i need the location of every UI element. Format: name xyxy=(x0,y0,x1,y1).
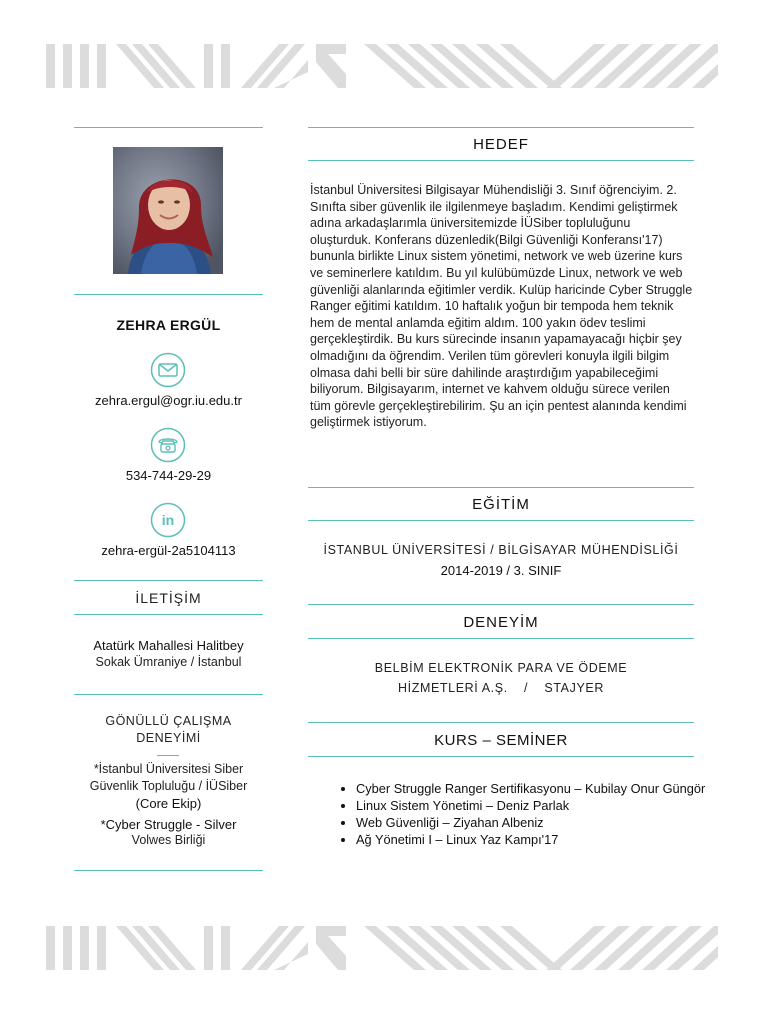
profile-photo xyxy=(113,147,223,274)
education-heading: EĞİTİM xyxy=(472,496,530,513)
phone-text: 534-744-29-29 xyxy=(125,468,212,483)
linkedin-icon xyxy=(150,502,186,538)
course-list xyxy=(336,780,716,848)
svg-text:in: in xyxy=(161,512,175,528)
list-item: • Cyber Struggle Ranger Sertifikasyonu – Kubilay Onur Güngör xyxy=(356,780,716,797)
volunteer-line: *Cyber Struggle - Silver xyxy=(100,817,237,832)
left-divider xyxy=(74,694,263,695)
envelope-icon xyxy=(150,352,186,388)
experience-heading: DENEYİM xyxy=(463,614,539,631)
section-divider xyxy=(308,520,694,521)
education-school: İSTANBUL ÜNİVERSİTESİ / BİLGİSAYAR MÜHENDİSLİĞİ xyxy=(323,543,679,557)
objective-heading: HEDEF xyxy=(473,136,529,153)
volunteer-dash xyxy=(157,755,179,756)
section-divider xyxy=(308,604,694,605)
volunteer-line: (Core Ekip) xyxy=(135,796,202,811)
experience-company-line-1: BELBİM ELEKTRONİK PARA VE ÖDEME xyxy=(374,661,628,675)
list-item: • Linux Sistem Yönetimi – Deniz Parlak xyxy=(356,797,716,814)
left-divider xyxy=(74,580,263,581)
section-divider xyxy=(308,487,694,488)
list-item: • Ağ Yönetimi I – Linux Yaz Kampı'17 xyxy=(356,831,716,848)
email-text: zehra.ergul@ogr.iu.edu.tr xyxy=(95,393,242,408)
education-years: 2014-2019 / 3. SINIF xyxy=(440,563,562,578)
section-divider xyxy=(308,722,694,723)
volunteer-line: Güvenlik Topluluğu / İÜSiber xyxy=(89,779,248,793)
person-name: ZEHRA ERGÜL xyxy=(116,317,221,333)
address-line-1: Atatürk Mahallesi Halitbey xyxy=(93,638,244,653)
volunteer-heading-line-1: GÖNÜLLÜ ÇALIŞMA xyxy=(105,714,232,728)
volunteer-heading-line-2: DENEYİMİ xyxy=(136,731,201,745)
section-divider xyxy=(308,127,694,128)
linkedin-text: zehra-ergül-2a5104113 xyxy=(101,543,236,558)
bottom-decorative-band xyxy=(46,926,718,970)
section-divider xyxy=(308,756,694,757)
courses-heading: KURS – SEMİNER xyxy=(434,732,568,749)
volunteer-line: Volwes Birliği xyxy=(131,833,206,847)
section-divider xyxy=(308,638,694,639)
left-divider xyxy=(74,870,263,871)
left-divider xyxy=(74,127,263,128)
list-item: • Web Güvenliği – Ziyahan Albeniz xyxy=(356,814,716,831)
contact-heading: İLETİŞİM xyxy=(135,590,202,606)
experience-company-line-2: HİZMETLERİ A.Ş. / STAJYER xyxy=(398,681,604,695)
telephone-icon xyxy=(150,427,186,463)
volunteer-line: *İstanbul Üniversitesi Siber xyxy=(93,762,244,776)
left-divider xyxy=(74,294,263,295)
address-line-2: Sokak Ümraniye / İstanbul xyxy=(95,655,242,669)
top-decorative-band xyxy=(46,44,718,88)
section-divider xyxy=(308,160,694,161)
left-divider xyxy=(74,614,263,615)
objective-text: İstanbul Üniversitesi Bilgisayar Mühendisliği 3. Sınıf öğrenciyim. 2. Sınıfta siber güvenlik ile ilgilenmeye başladım. Kendimi geliştirmek adına arkadaşlarımla üniversitemizde İÜSiber topluluğunu oluşturduk. Konferans düzenledik(Bilgi Güvenliği Konferansı'17) bununla birlikte Linux sistem yönetimi, network ve web üzerine kurs ve seminerlere katıldım. Bu yıl kulübümüzde Linux, network ve web güvenliği alanlarında eğitimler verdik. Kulüp haricinde Cyber Struggle Ranger eğitimi katıldım. 10 haftalık yoğun bir tempoda hem teknik hem de mental anlamda eğitim aldım. 100 yakın ödev teslimi gerçekleştirdik. Bu kurs sürecinde insanın yapamayacağı hiçbir şey olmadığını da öğrendim. Verilen tüm görevleri konuyla ilgili bilgim olmasa dahi belli bir süre dahilinde araştırdığım yapabileceğimi biliyorum. Bilgisayarım, internet ve kahvem olduğu sürece verilen tüm görevle gerçekleştirebilirim. Şu an için pentest alanında kendimi geliştirmek istiyorum. xyxy=(310,183,693,430)
